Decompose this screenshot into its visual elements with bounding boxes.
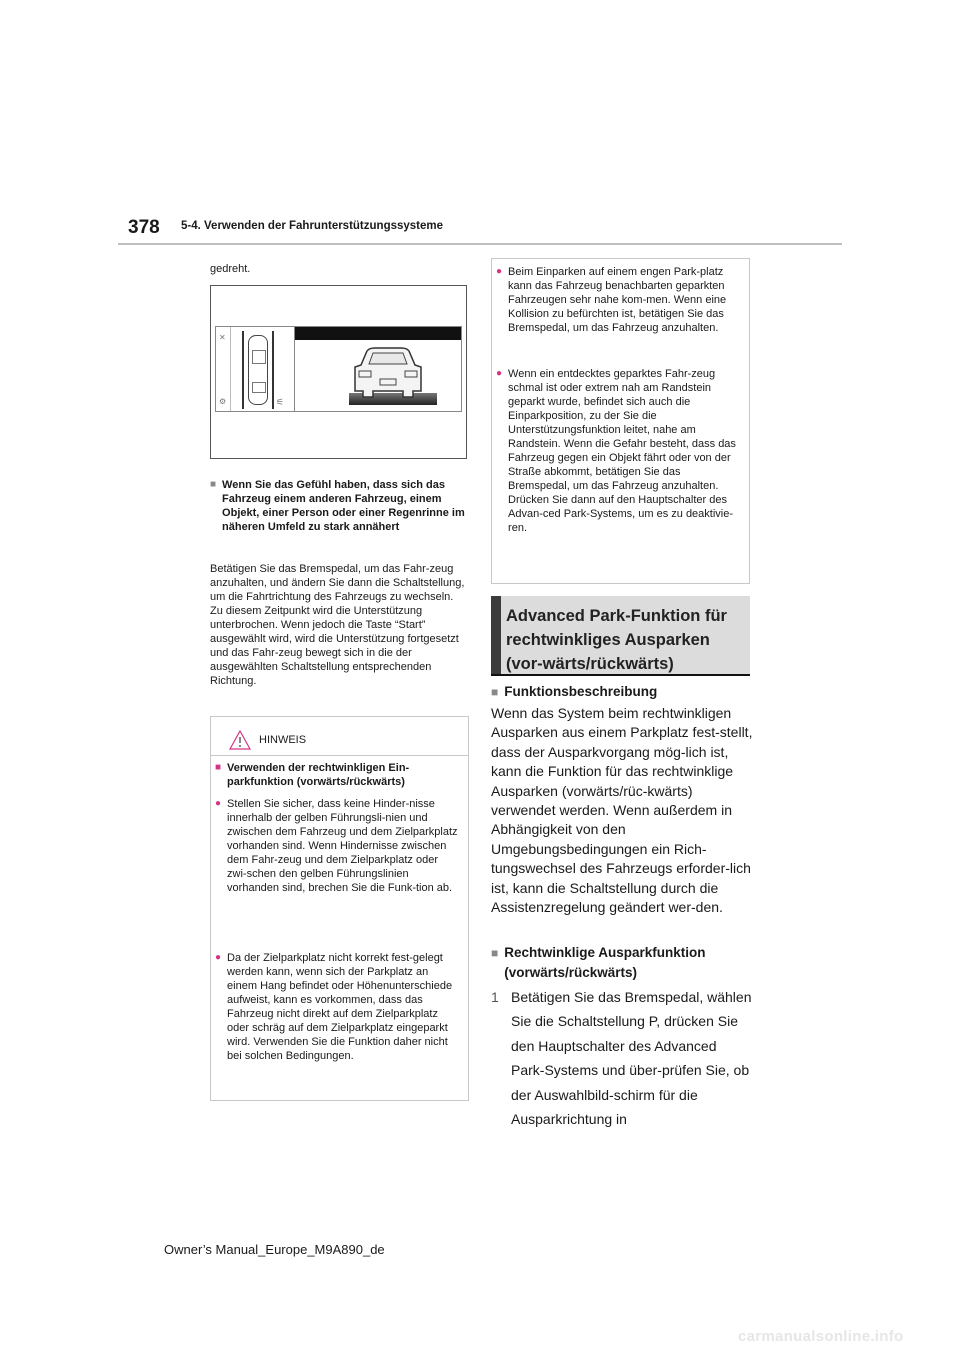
square-bullet-icon: ■ [215, 762, 222, 773]
right-bullet-2-text: Wenn ein entdecktes geparktes Fahr-zeug schmal ist oder extrem nah am Randstein geparkt wurde, befindet sich auch die Einparkposition, zu der Sie die Unterstützungsfunktion leitet, nahe am Randstein. Wenn die Gefahr besteht, dass das Fahrzeug gegen ein Objekt fährt oder von der Straße abkommt, betätigen Sie das Bremspedal, um das Fahrzeug anzuhalten. Drücken Sie dann auf den Hauptschalter des Advan-ced Park-Systems, um es zu deaktivie-ren. [508, 368, 736, 534]
heading-text: Wenn Sie das Gefühl haben, dass sich das Fahrzeug einem anderen Fahrzeug, einem Objekt, einer Person oder einer Regenrinne im näheren Umfeld zu stark annähert [222, 479, 465, 533]
close-icon: ✕ [219, 333, 226, 342]
heading-text: Rechtwinklige Ausparkfunktion (vorwärts/rückwärts) [504, 945, 706, 980]
watermark: carmanualsonline.info [738, 1328, 904, 1345]
step-text: Betätigen Sie das Bremspedal, wählen Sie die Schaltstellung P, drücken Sie den Hauptschalter des Advanced Park-Systems und über-prüfen Sie, ob der Auswahlbild-schirm für die Ausparkrichtung in [511, 989, 752, 1128]
notice-title: HINWEIS [259, 734, 307, 746]
heading-text: Funktionsbeschreibung [504, 684, 658, 699]
notice-heading-text: Verwenden der rechtwinkligen Ein-parkfunktion (vorwärts/rückwärts) [227, 762, 410, 788]
caution-box-right [491, 258, 750, 584]
step-number: 1 [491, 989, 499, 1005]
notice-bullet-2 [215, 951, 459, 1063]
notice-bullet-1-text: Stellen Sie sicher, dass keine Hinder-nisse innerhalb der gelben Führungsli-nien und zwischen dem Fahrzeug und dem Zielparkplatz vorhanden sind. Wenn Hindernisse zwischen dem Fahr-zeug und dem Zielparkplatz oder zwi-schen den gelben Führungslinien vorhanden sind, brechen Sie die Funk-tion ab. [227, 798, 458, 894]
right-bullet-2 [496, 367, 740, 535]
notice-bullet-1 [215, 797, 459, 895]
settings-icon: ⚙ [219, 397, 227, 406]
dot-bullet-icon: ● [215, 952, 222, 963]
banner-title: Advanced Park-Funktion für rechtwinkliges Ausparken (vor-wärts/rückwärts) [506, 607, 727, 673]
paragraph-brake-instructions: Betätigen Sie das Bremspedal, um das Fahr-zeug anzuhalten, und ändern Sie dann die Schaltstellung, um die Fahrtrichtung des Fahrzeugs zu wechseln. Zu diesem Zeitpunkt wird die Unterstützung unterbrochen. Wenn jedoch die Taste “Start” ausgewählt wird, wird die Unterstützung fortgesetzt und das Fahr-zeug bewegt sich in die der ausgewählten Schaltstellung entsprechenden Richtung. [210, 563, 465, 687]
heading-exit-function [491, 943, 753, 983]
dot-bullet-icon: ● [496, 266, 503, 277]
section-banner [491, 596, 750, 676]
step-1 [491, 985, 753, 1131]
screen-side-strip [216, 327, 231, 411]
footer-manual-id: Owner’s Manual_Europe_M9A890_de [164, 1242, 385, 1257]
square-bullet-icon: ■ [491, 685, 499, 699]
banner-accent-bar [491, 596, 501, 674]
right-bullet-1-text: Beim Einparken auf einem engen Park-platz kann das Fahrzeug benachbarten geparkten Fahrzeugen sehr nahe kom-men. Wenn eine Kollision zu befürchten ist, betätigen Sie das Bremspedal, um das Fahrzeug anzuhalten. [508, 266, 727, 334]
right-bullet-1 [496, 265, 740, 335]
dot-bullet-icon: ● [215, 798, 222, 809]
warning-triangle-icon [229, 730, 251, 750]
car-rear-view-icon [351, 347, 425, 399]
notice-heading [215, 761, 459, 789]
paragraph-function-description: Wenn das System beim rechtwinkligen Ausparken aus einem Parkplatz fest-stellt, dass der Ausparkvorgang mög-lich ist, kann die Funktion für das rechtwinklige Ausparken (vorwärts/rüc-kwärts) verwendet werden. Wenn außerdem in Abhängigkeit von den Umgebungsbedingungen ein Rich-tungswechsel des Fahrzeugs erforder-lich ist, kann die Schaltstellung durch die Assistenzregelung geändert wer-den. [491, 705, 753, 916]
notice-header [211, 717, 468, 756]
intro-text: gedreht. [210, 263, 251, 275]
notice-bullet-2-text: Da der Zielparkplatz nicht korrekt fest-gelegt werden kann, wenn sich der Parkplatz an einem Hang befindet oder Höhenunterschiede aufweist, kann es vorkommen, dass das Fahrzeug nicht direkt auf dem Zielparkplatz oder schräg auf dem Zielparkplatz eingeparkt wird. Verwenden Sie die Funktion daher nicht bei solchen Bedingungen. [227, 952, 453, 1062]
square-bullet-icon: ■ [210, 479, 217, 490]
square-bullet-icon: ■ [491, 946, 499, 960]
notice-box [210, 716, 469, 1101]
header-divider [118, 243, 842, 245]
dot-bullet-icon: ● [496, 368, 503, 379]
heading-function-description [491, 682, 753, 702]
car-top-view-icon [248, 335, 268, 405]
screen-header-bar [295, 327, 461, 340]
section-title: 5-4. Verwenden der Fahrunterstützungssysteme [181, 220, 444, 232]
sensor-icon: ⚟ [276, 397, 285, 407]
display-screen [215, 326, 462, 412]
page-number: 378 [128, 217, 160, 238]
parking-screen-illustration [210, 285, 467, 459]
heading-approach-warning [210, 478, 468, 534]
